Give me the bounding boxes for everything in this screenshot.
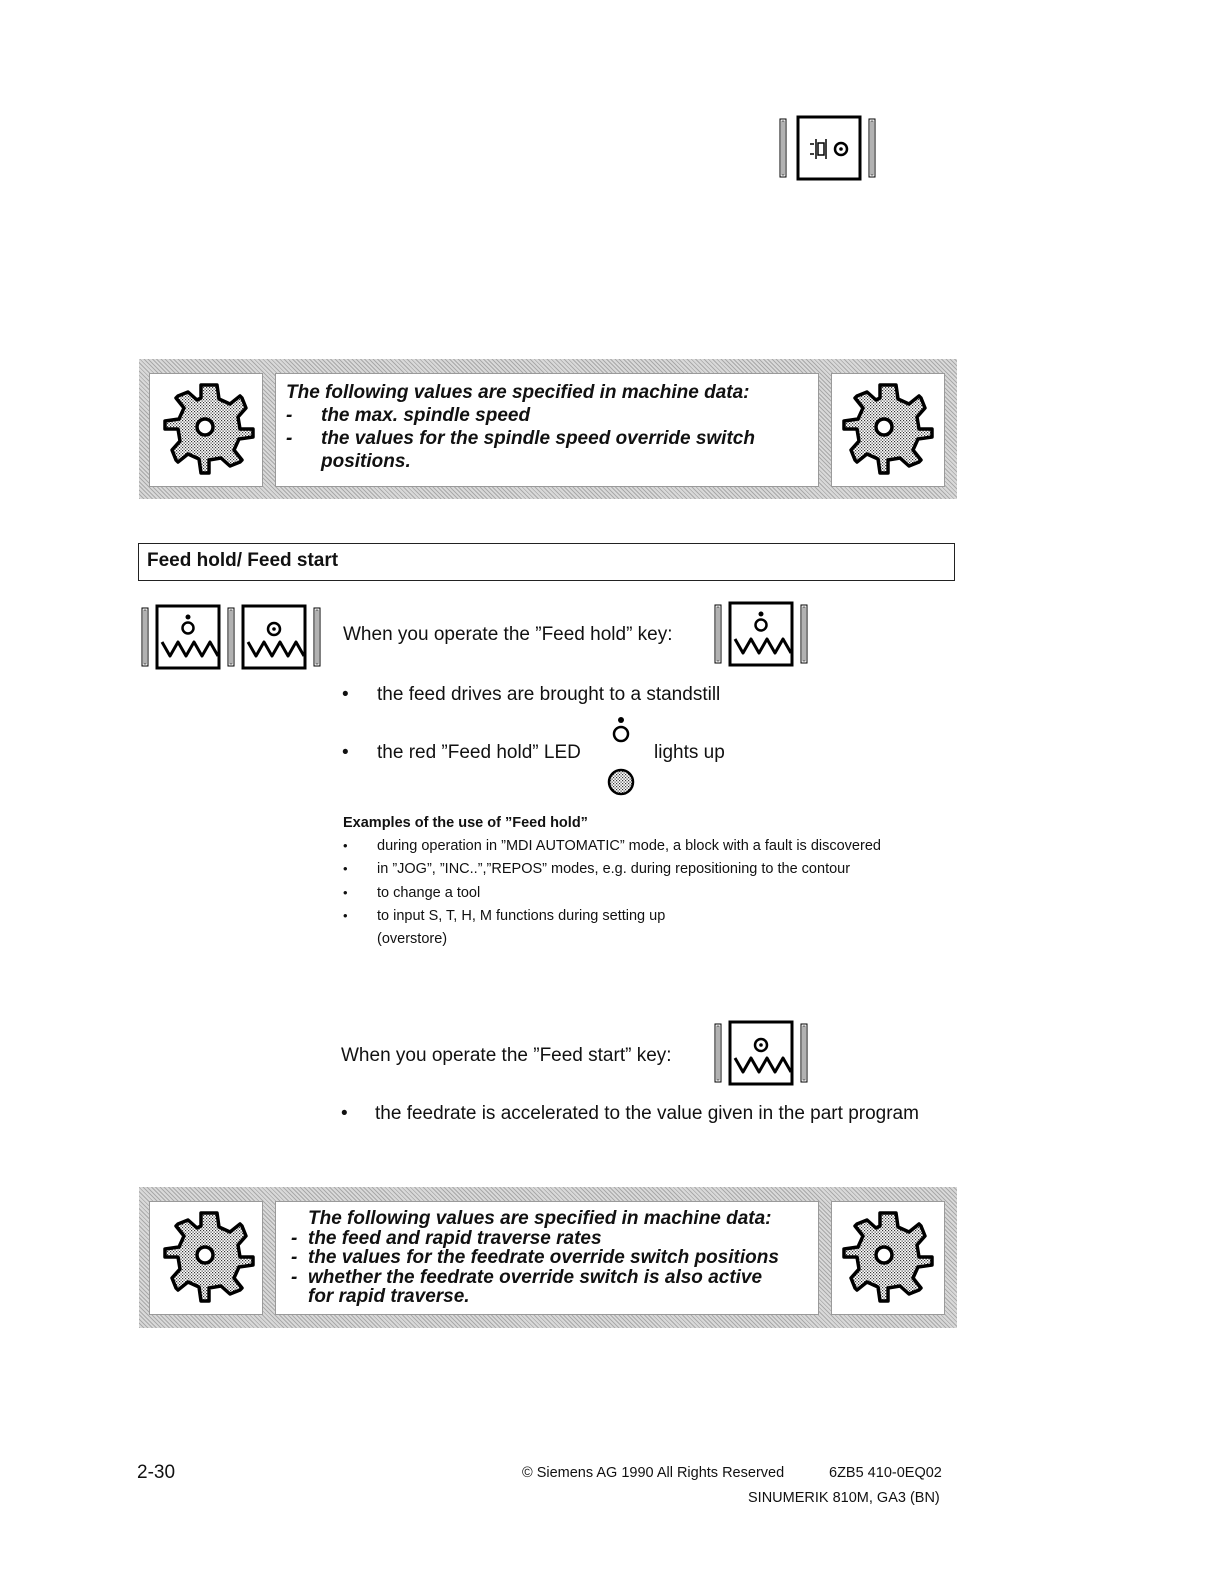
gear-icon	[842, 1211, 934, 1303]
led-suffix: lights up	[654, 742, 725, 763]
machine-data-note-spindle	[139, 359, 957, 499]
note-dash: -	[291, 1247, 298, 1268]
note-dash: -	[286, 428, 293, 449]
bullet-marker: •	[341, 1103, 348, 1124]
note-dash: -	[291, 1227, 298, 1249]
bullet-marker: •	[342, 684, 349, 705]
feed-start-intro: When you operate the ”Feed start” key:	[341, 1045, 672, 1066]
note-line: The following values are specified in machine data:	[286, 382, 750, 403]
bullet-marker: •	[343, 885, 348, 900]
example-item: to input S, T, H, M functions during setting up	[377, 908, 666, 924]
feed-start-bullet: the feedrate is accelerated to the value given in the part program	[375, 1103, 919, 1124]
bullet-marker: •	[342, 742, 349, 763]
feed-hold-key-icon	[713, 601, 813, 667]
product-name: SINUMERIK 810M, GA3 (BN)	[748, 1490, 940, 1506]
feed-start-key-icon	[226, 604, 326, 670]
note-line: positions.	[321, 451, 411, 472]
example-item: in ”JOG”, ”INC..”,”REPOS” modes, e.g. during repositioning to the contour	[377, 861, 851, 877]
doc-id: 6ZB5 410-0EQ02	[829, 1465, 942, 1481]
note-line: the values for the feedrate override switch positions	[308, 1247, 779, 1268]
bullet-marker: •	[343, 838, 348, 853]
section-title: Feed hold/ Feed start	[138, 543, 955, 581]
page-number: 2-30	[137, 1462, 176, 1483]
led-icon	[604, 714, 638, 798]
note-line: The following values are specified in machine data:	[308, 1208, 772, 1229]
bullet-marker: •	[343, 861, 348, 876]
machine-data-note-feedrate	[139, 1187, 957, 1328]
copyright: © Siemens AG 1990 All Rights Reserved	[522, 1465, 785, 1481]
example-item: during operation in ”MDI AUTOMATIC” mode, a block with a fault is discovered	[377, 838, 881, 854]
feed-hold-bullet: the red ”Feed hold” LED	[377, 742, 581, 763]
examples-title: Examples of the use of ”Feed hold”	[343, 815, 588, 831]
feed-hold-intro: When you operate the ”Feed hold” key:	[343, 624, 673, 645]
note-line: the max. spindle speed	[321, 405, 531, 426]
spindle-key-icon	[778, 115, 878, 181]
note-line: whether the feedrate override switch is also active	[308, 1266, 763, 1288]
gear-icon	[163, 383, 255, 475]
feed-start-key-icon	[713, 1020, 813, 1086]
note-dash: -	[286, 405, 293, 426]
feed-hold-bullet: the feed drives are brought to a standstill	[377, 684, 721, 705]
example-item: to change a tool	[377, 885, 481, 901]
note-text	[291, 1209, 811, 1307]
feed-hold-key-icon	[140, 604, 230, 670]
note-text	[286, 381, 816, 473]
gear-icon	[163, 1211, 255, 1303]
example-continuation: (overstore)	[377, 931, 448, 947]
bullet-marker: •	[343, 908, 348, 923]
note-line: the values for the spindle speed override switch	[321, 428, 755, 449]
gear-icon	[842, 383, 934, 475]
note-line: for rapid traverse.	[308, 1286, 470, 1307]
note-line: the feed and rapid traverse rates	[308, 1227, 602, 1249]
note-dash: -	[291, 1266, 298, 1288]
